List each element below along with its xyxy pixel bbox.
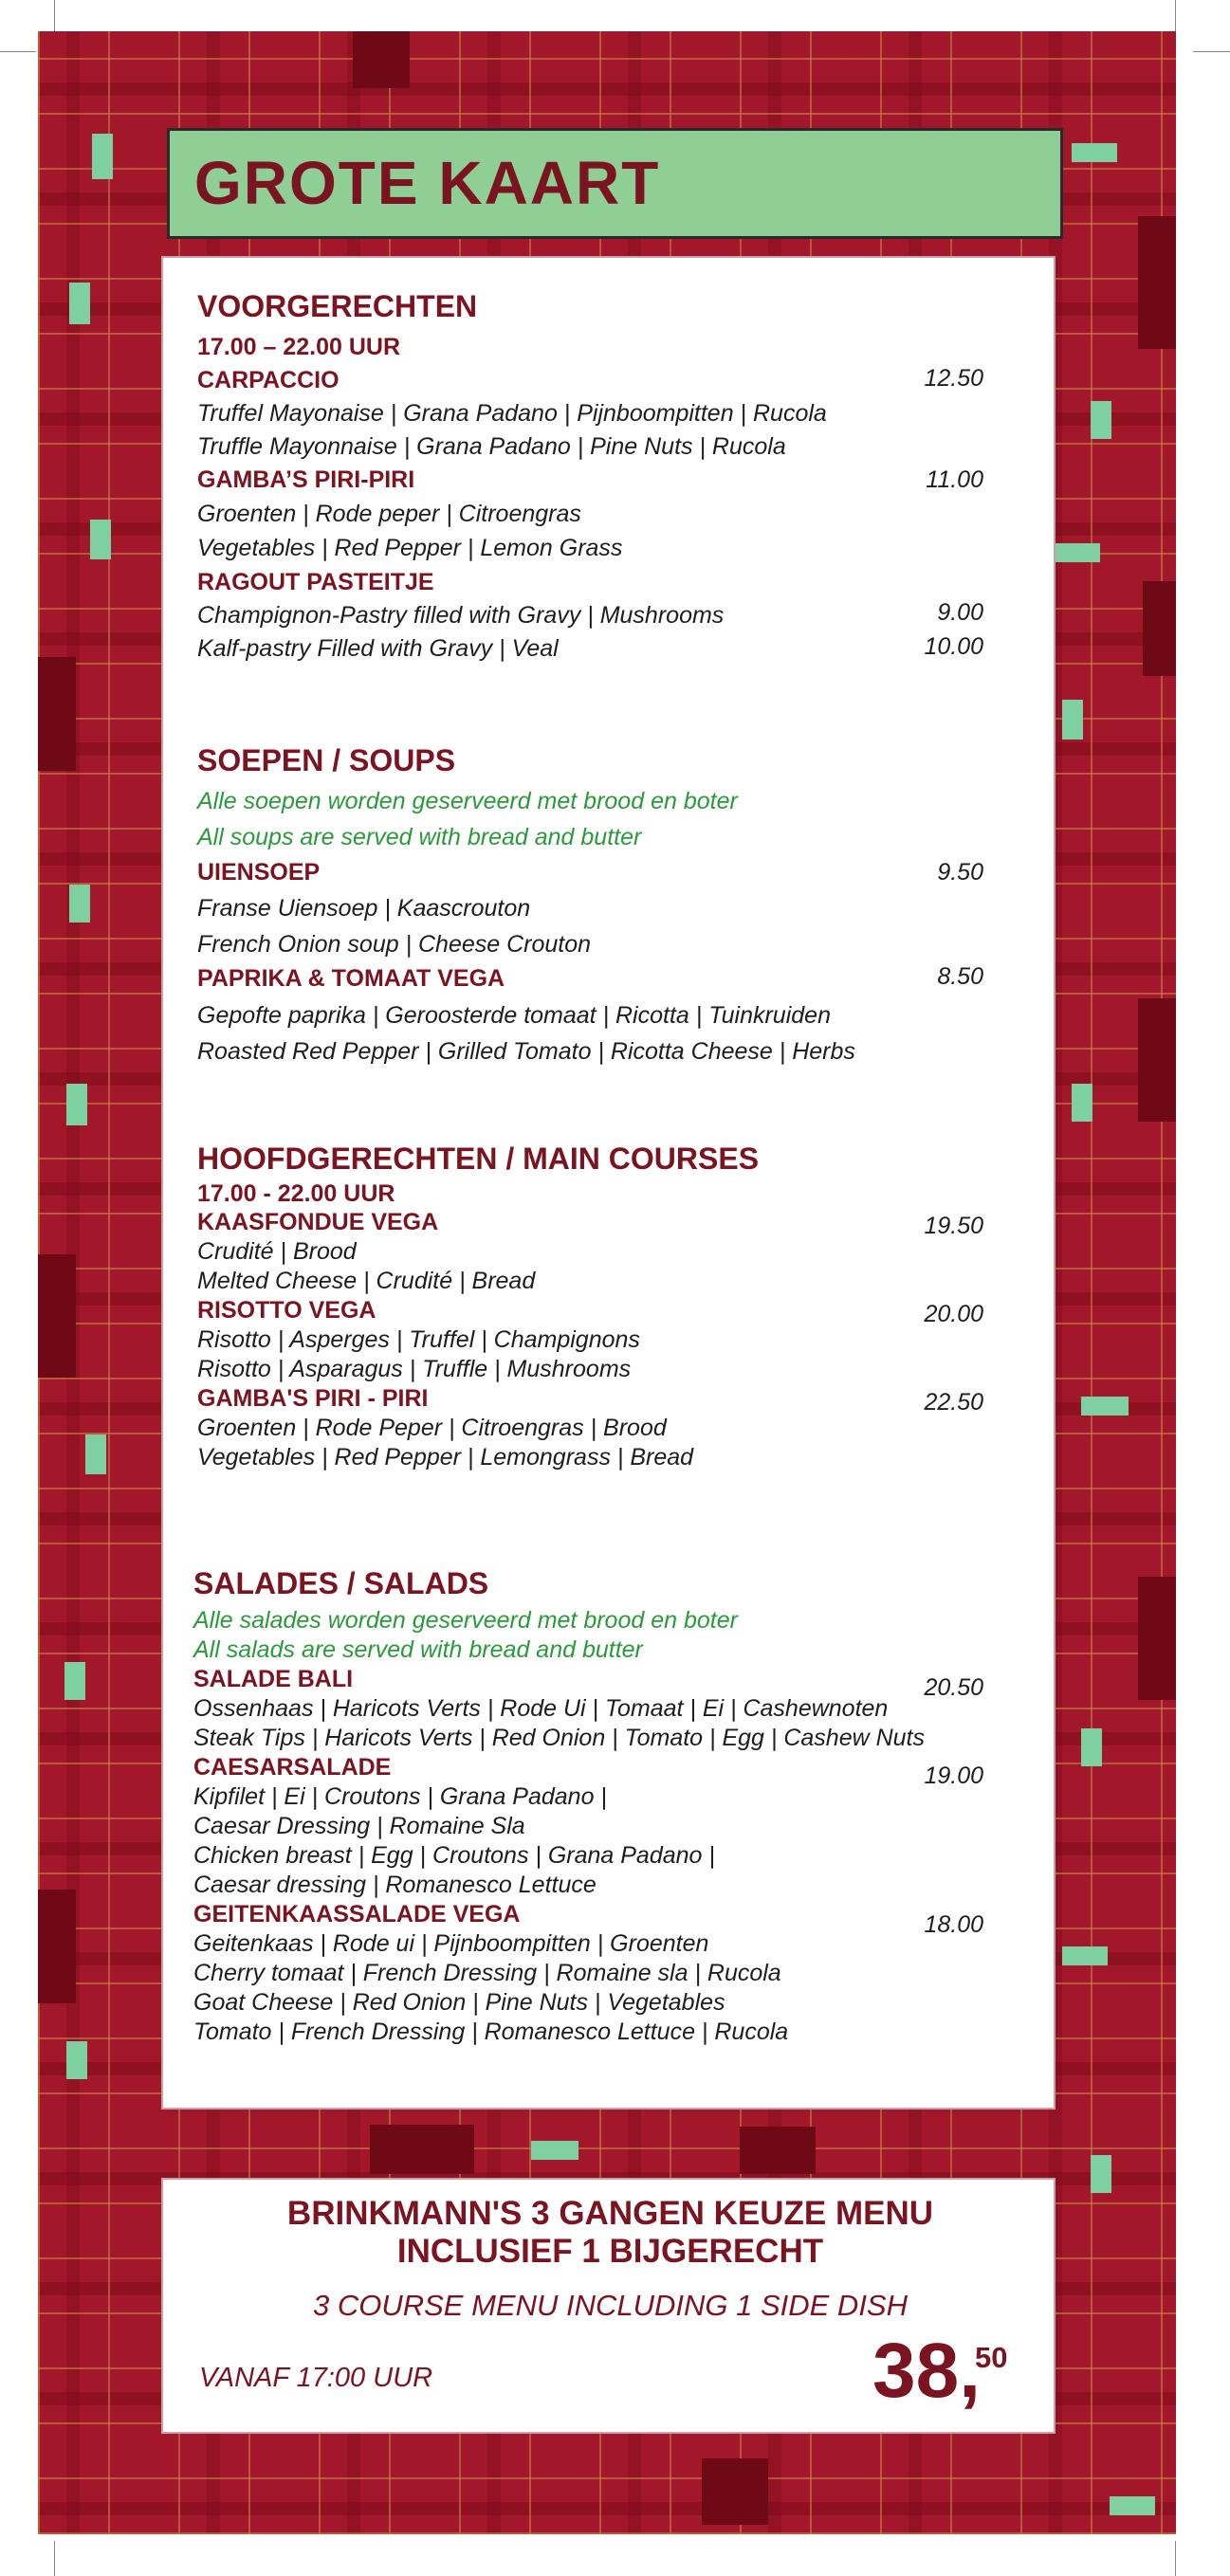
bg-tile <box>69 283 90 324</box>
dish-price: 22.50 <box>924 1389 983 1416</box>
section-note: Alle soepen worden geserveerd met brood en boter <box>197 788 738 814</box>
dish-desc: Gepofte paprika | Geroosterde tomaat | Ricotta | Tuinkruiden <box>197 1002 831 1029</box>
dish-desc: Caesar Dressing | Romaine Sla <box>193 1813 525 1839</box>
crop-mark-tr-v <box>1175 0 1176 32</box>
section-note: All salads are served with bread and butter <box>193 1636 643 1663</box>
dish-desc: Melted Cheese | Crudité | Bread <box>197 1268 536 1294</box>
dish-name: RAGOUT PASTEITJE <box>197 569 434 595</box>
promo-panel <box>161 2178 1056 2434</box>
bg-tile <box>1091 2155 1111 2193</box>
bg-tile <box>1138 998 1176 1122</box>
promo-price-cents: 50 <box>975 2341 1008 2374</box>
dish-price: 10.00 <box>924 633 983 660</box>
dish-desc: Tomato | French Dressing | Romanesco Lettuce | Rucola <box>193 2019 789 2045</box>
dish-desc: Roasted Red Pepper | Grilled Tomato | Ricotta Cheese | Herbs <box>197 1038 855 1065</box>
bg-tile <box>740 2127 816 2174</box>
promo-heading-line2: INCLUSIEF 1 BIJGERECHT <box>396 2233 824 2270</box>
dish-desc: Ossenhaas | Haricots Verts | Rode Ui | Tomaat | Ei | Cashewnoten <box>193 1695 889 1722</box>
dish-name: GAMBA'S PIRI - PIRI <box>197 1385 429 1412</box>
dish-desc: Vegetables | Red Pepper | Lemongrass | Bread <box>197 1444 694 1471</box>
dish-desc: Truffle Mayonnaise | Grana Padano | Pine Nuts | Rucola <box>197 433 786 460</box>
bg-tile <box>1053 543 1100 562</box>
title-banner <box>167 128 1063 239</box>
section-heading-soups: SOEPEN / SOUPS <box>197 743 456 777</box>
dish-desc: Kalf-pastry Filled with Gravy | Veal <box>197 635 559 662</box>
bg-tile <box>38 657 76 771</box>
bg-tile <box>64 1662 85 1700</box>
promo-heading-line1: BRINKMANN'S 3 GANGEN KEUZE MENU <box>286 2195 934 2232</box>
bg-tile <box>1091 401 1111 439</box>
page-title: GROTE KAART <box>194 149 661 217</box>
dish-name: SALADE BALI <box>193 1666 354 1692</box>
dish-desc: Vegetables | Red Pepper | Lemon Grass <box>197 535 623 561</box>
bg-tile <box>1138 1577 1176 1700</box>
promo-price: 38, <box>872 2328 981 2414</box>
dish-name: GAMBA’S PIRI-PIRI <box>197 466 415 493</box>
crop-mark-br-v <box>1175 2541 1176 2576</box>
bg-tile <box>1081 1728 1102 1766</box>
bg-tile <box>353 31 410 88</box>
bg-tile <box>66 1084 87 1125</box>
dish-desc: Truffel Mayonaise | Grana Padano | Pijnboompitten | Rucola <box>197 400 827 427</box>
dish-name: PAPRIKA & TOMAAT VEGA <box>197 965 505 992</box>
dish-price: 20.50 <box>924 1674 983 1701</box>
bg-tile <box>1138 216 1176 349</box>
dish-desc: Chicken breast | Egg | Croutons | Grana Padano | <box>193 1842 715 1869</box>
bg-tile <box>66 2041 87 2079</box>
dish-price: 11.00 <box>926 466 983 493</box>
bg-tile <box>370 2125 474 2174</box>
dish-desc: Groenten | Rode peper | Citroengras <box>197 501 581 527</box>
bg-tile <box>1062 700 1083 740</box>
section-heading-salads: SALADES / SALADS <box>193 1566 489 1600</box>
dish-price: 12.50 <box>924 365 983 392</box>
dish-desc: Steak Tips | Haricots Verts | Red Onion | Tomato | Egg | Cashew Nuts <box>193 1725 925 1751</box>
dish-price: 19.50 <box>924 1213 983 1239</box>
dish-name: GEITENKAASSALADE VEGA <box>193 1901 521 1927</box>
bg-tile <box>69 885 90 923</box>
dish-desc: French Onion soup | Cheese Crouton <box>197 931 592 958</box>
dish-price: 18.00 <box>924 1911 983 1938</box>
dish-desc: Cherry tomaat | French Dressing | Romaine sla | Rucola <box>193 1960 781 1986</box>
bg-tile <box>1110 2496 1155 2515</box>
dish-price: 9.50 <box>937 859 983 886</box>
bg-tile <box>38 1890 76 2003</box>
section-heading-mains: HOOFDGERECHTEN / MAIN COURSES <box>197 1142 760 1176</box>
starters-hours: 17.00 – 22.00 UUR <box>197 334 401 360</box>
dish-name: CAESARSALADE <box>193 1754 392 1781</box>
crop-mark-tl-h <box>0 51 36 52</box>
bg-tile <box>90 520 111 559</box>
dish-name: UIENSOEP <box>197 859 321 886</box>
mains-hours: 17.00 - 22.00 UUR <box>197 1180 395 1207</box>
dish-price: 20.00 <box>924 1301 983 1327</box>
bg-tile <box>38 1254 76 1378</box>
crop-mark-tr-h <box>1193 51 1230 52</box>
bg-tile <box>92 134 113 179</box>
dish-desc: Caesar dressing | Romanesco Lettuce <box>193 1872 597 1898</box>
promo-subtitle: 3 COURSE MENU INCLUDING 1 SIDE DISH <box>313 2289 908 2322</box>
bg-tile <box>1072 1084 1092 1122</box>
bg-tile <box>85 1434 106 1474</box>
dish-name: CARPACCIO <box>197 367 340 393</box>
promo-from-time: VANAF 17:00 UUR <box>199 2363 433 2393</box>
dish-desc: Kipfilet | Ei | Croutons | Grana Padano | <box>193 1783 607 1810</box>
crop-mark-bl-v <box>54 2541 55 2576</box>
section-note: All soups are served with bread and butter <box>197 824 642 850</box>
dish-desc: Crudité | Brood <box>197 1238 357 1265</box>
dish-price: 9.00 <box>937 599 983 626</box>
section-note: Alle salades worden geserveerd met brood en boter <box>193 1607 738 1634</box>
dish-price: 19.00 <box>924 1763 983 1789</box>
dish-name: KAASFONDUE VEGA <box>197 1209 439 1235</box>
dish-desc: Goat Cheese | Red Onion | Pine Nuts | Vegetables <box>193 1989 725 2016</box>
dish-name: RISOTTO VEGA <box>197 1297 376 1324</box>
dish-desc: Groenten | Rode Peper | Citroengras | Brood <box>197 1415 667 1441</box>
bg-tile <box>1143 581 1176 676</box>
menu-panel <box>161 256 1056 2110</box>
crop-mark-tl-v <box>54 0 55 32</box>
bg-tile <box>1062 1946 1108 1965</box>
dish-desc: Risotto | Asperges | Truffel | Champignons <box>197 1326 640 1353</box>
dish-desc: Risotto | Asparagus | Truffle | Mushrooms <box>197 1356 632 1382</box>
bg-tile <box>702 2458 768 2525</box>
bg-tile <box>1072 143 1117 162</box>
dish-desc: Franse Uiensoep | Kaascrouton <box>197 895 531 922</box>
bg-tile <box>1081 1397 1129 1416</box>
dish-desc: Geitenkaas | Rode ui | Pijnboompitten | Groenten <box>193 1930 709 1957</box>
dish-price: 8.50 <box>937 963 983 990</box>
dish-desc: Champignon-Pastry filled with Gravy | Mushrooms <box>197 602 725 629</box>
bg-tile <box>531 2141 578 2160</box>
section-heading-starters: VOORGERECHTEN <box>197 289 478 323</box>
